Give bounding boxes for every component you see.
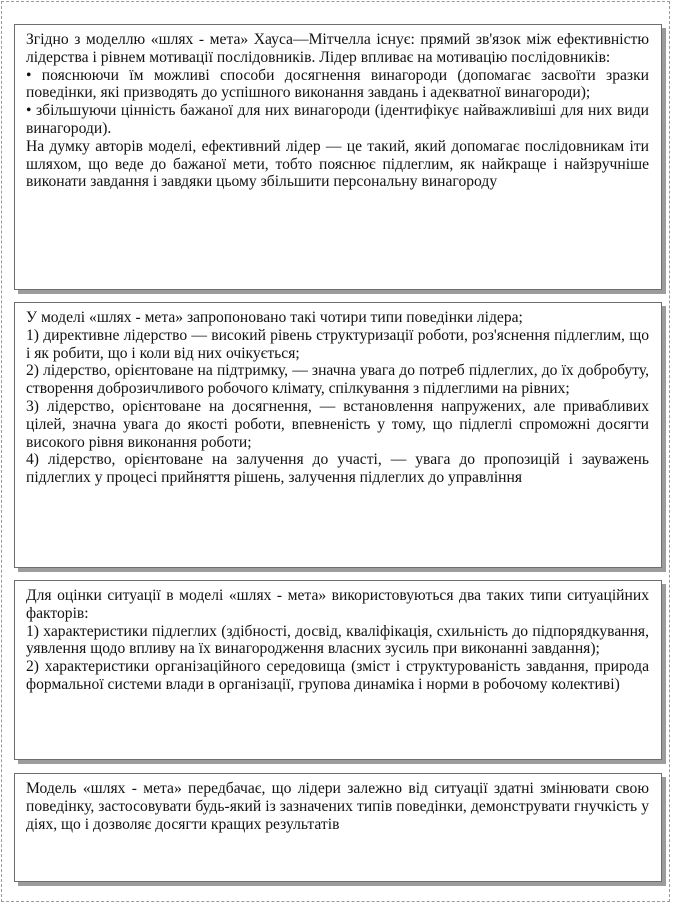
list-item: 2) характеристики організаційного середовища (зміст і структурованість завдання, природа формальної системи влади в організації, групова динаміка і норми в робочому колективі) [26, 658, 649, 693]
paragraph: На думку авторів моделі, ефективний лідер — це такий, який допомагає послідовникам іти шляхом, що веде до бажаної мети, тобто пояснює підлеглим, як найкраще і найзручніше виконати завдання і завдяки цьому збільшити персональну винагороду [26, 137, 649, 191]
paragraph: У моделі «шлях - мета» запропоновано такі чотири типи поведінки лідера; [26, 309, 523, 326]
bullet-item: • пояснюючи їм можливі способи досягнення винагороди (допомагає засвоїти зразки поведінки, які призводять до успішного виконання завдань і адекватної винагороди); [26, 66, 649, 102]
list-item: 2) лідерство, орієнтоване на підтримку, — значна увага до потреб підлеглих, до їх добробуту, створення доброзичливого робочого клімату, спілкування з підлеглими на рівних; [26, 362, 649, 398]
list-item: 1) директивне лідерство — високий рівень структуризації роботи, роз'яснення підлеглим, що і як робити, що і коли від них очікується; [26, 326, 649, 362]
paragraph: Згідно з моделлю «шлях - мета» Хауса—Мітчелла існує: прямий зв'язок між ефективністю лідерства і рівнем мотивації послідовників. Лідер впливає на мотивацію послідовників: [26, 31, 649, 66]
list-item: 3) лідерство, орієнтоване на досягнення, — встановлення напружених, але привабливих цілей, значна увага до якості роботи, впевненість у тому, що підлеглі спроможні досягти високого рівня виконання роботи; [26, 397, 649, 451]
bullet-item: • збільшуючи цінність бажаної для них винагороди (ідентифікує найважливіші для них види винагороди). [26, 102, 649, 137]
text-block-situational-factors [14, 580, 662, 760]
text-block-conclusion [14, 773, 662, 882]
text-block-leader-behavior-types [14, 302, 662, 568]
paragraph: Для оцінки ситуації в моделі «шлях - мета» використовуються два таких типи ситуаційних факторів: [26, 587, 649, 622]
list-item: 4) лідерство, орієнтоване на залучення до участі, — увага до пропозицій і зауважень підлеглих у процесі прийняття рішень, залучення підлеглих до управління [26, 451, 649, 487]
list-item: 1) характеристики підлеглих (здібності, досвід, кваліфікація, схильність до підпорядкування, уявлення щодо впливу на їх винагородження власних зусиль при виконанні завдання); [26, 622, 649, 658]
page-frame [1, 1, 670, 902]
paragraph: Модель «шлях - мета» передбачає, що лідери залежно від ситуації здатні змінювати свою поведінку, застосовувати будь-який із зазначених типів поведінки, демонструвати гнучкість у діях, що і дозволяє досягти кращих результатів [26, 780, 649, 833]
text-block-model-description [14, 24, 662, 290]
